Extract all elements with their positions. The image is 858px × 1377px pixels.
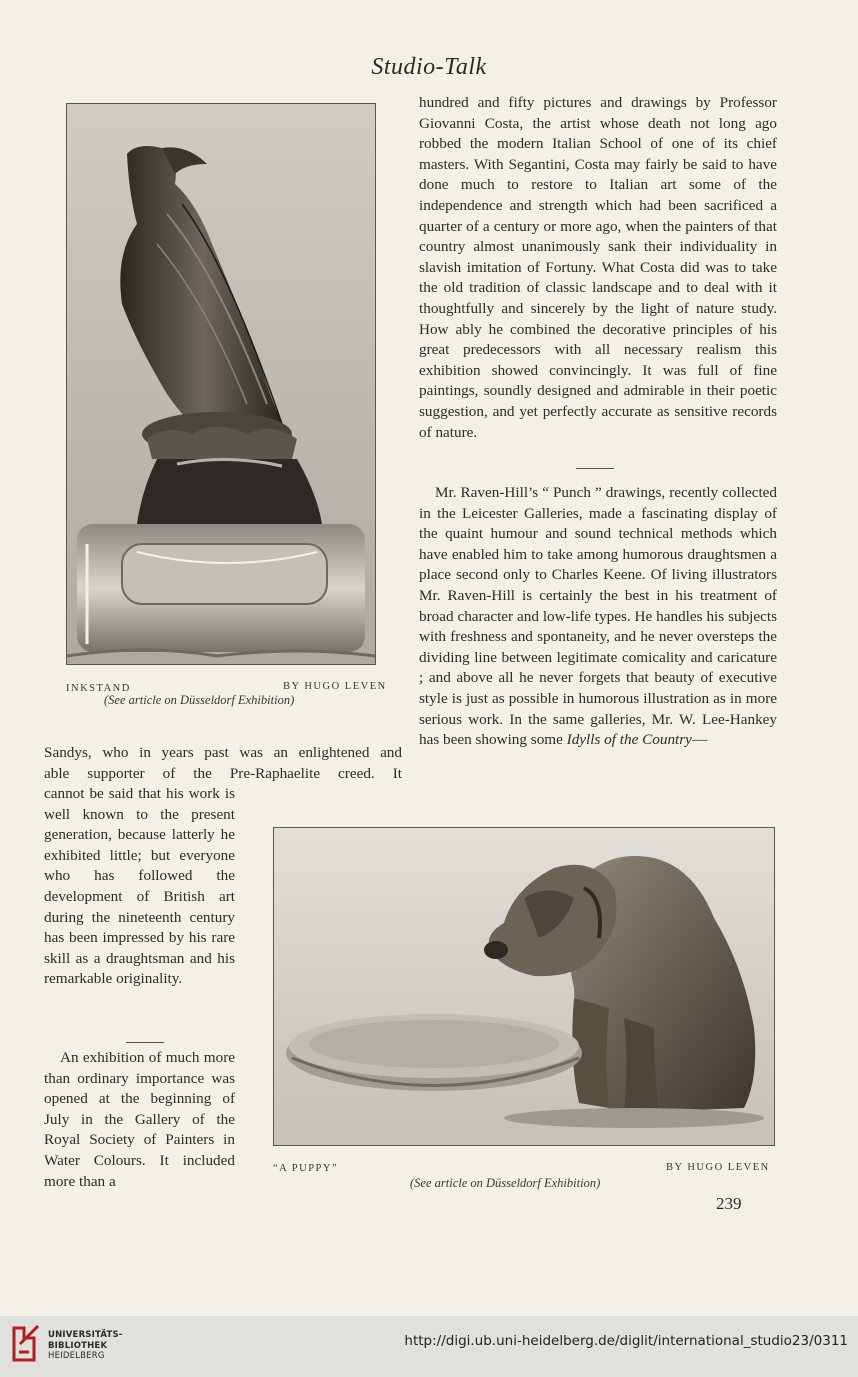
right-para2-start: Mr. Raven-Hill’s “ Punch ” drawings, recently collected in the Leicester Galleries, made a fascinating display of the quaint humour and sound technical methods which have enabled him to take among humorous draughtsmen a place second only to Charles Keene. Of living illustrators Mr. Raven-Hill is certainly the best in his treatment of broad character and low-life types. He handles his subjects with freshness and spontaneity, and he never oversteps the dividing line between legitimate comicality and caricature ; and above all he never forgets that beauty of executive style is just as possible in humorous illustration as in more serious work. In the same galleries, Mr. W. Lee-Hankey has been showing some bbox=[419, 484, 777, 749]
section-divider-right bbox=[576, 468, 614, 469]
digital-library-footer bbox=[0, 1316, 858, 1377]
eagle-inkstand-image bbox=[67, 104, 375, 664]
puppy-sculpture-image bbox=[274, 828, 774, 1145]
source-url-link[interactable]: http://digi.ub.uni-heidelberg.de/diglit/international_studio23/0311 bbox=[404, 1333, 848, 1349]
puppy-caption-reference: (See article on Düsseldorf Exhibition) bbox=[410, 1176, 601, 1190]
right-column bbox=[419, 93, 777, 443]
left-column bbox=[44, 743, 402, 784]
library-name-line1: UNIVERSITÄTS- bbox=[48, 1330, 123, 1340]
section-divider-left bbox=[126, 1042, 164, 1043]
puppy-caption-title: “A PUPPY” bbox=[273, 1163, 339, 1174]
library-name-line2: BIBLIOTHEK bbox=[48, 1340, 108, 1351]
left-para1-narrow: cannot be said that his work is well known to the present generation, because latterly he exhibited little; but everyone who has followed the development of British art during the nineteenth century has been impressed by his rare skill as a draughtsman and his remarkable originality. bbox=[44, 785, 235, 988]
left-para2: An exhibition of much more than ordinary importance was opened at the beginning of July in the Gallery of the Royal Society of Painters in Water Colours. It included more than a bbox=[44, 1049, 235, 1190]
page-number: 239 bbox=[716, 1194, 742, 1213]
right-column-2 bbox=[419, 483, 777, 751]
right-para2 bbox=[419, 483, 777, 751]
puppy-caption-credit: BY HUGO LEVEN bbox=[666, 1162, 770, 1173]
library-name-line3: HEIDELBERG bbox=[48, 1351, 105, 1361]
running-head: Studio-Talk bbox=[371, 54, 487, 80]
inkstand-caption-title: INKSTAND bbox=[66, 683, 131, 694]
inkstand-caption-reference: (See article on Düsseldorf Exhibition) bbox=[104, 693, 295, 707]
right-para2-end: — bbox=[691, 731, 708, 749]
puppy-photo bbox=[273, 827, 775, 1146]
right-para2-italic-title: Idylls of the Country bbox=[566, 731, 692, 749]
left-para1-line1: Sandys, who in years past was an enlightened and bbox=[44, 744, 402, 761]
library-logo-icon bbox=[10, 1324, 42, 1368]
left-column-narrow bbox=[44, 784, 235, 990]
inkstand-photo bbox=[66, 103, 376, 665]
library-name bbox=[48, 1330, 123, 1362]
inkstand-caption-credit: BY HUGO LEVEN bbox=[283, 681, 387, 692]
left-column-narrow-2 bbox=[44, 1048, 235, 1192]
left-para1-line2: able supporter of the Pre-Raphaelite creed. It bbox=[44, 764, 402, 782]
right-para1: hundred and fifty pictures and drawings by Professor Giovanni Costa, the artist whose death not long ago robbed the modern Italian School of one of its chief masters. With Segantini, Costa may fairly be said to have done much to restore to Italian art some of the independence and strength which had been sacrificed a quarter of a century or more ago, when the painters of that country almost unanimously sank their individuality in slavish imitation of Fortuny. What Costa did was to take the old tradition of classic landscape and to deal with it thoughtfully and sincerely by the light of nature study. How ably he combined the decorative principles of his great predecessors with all necessary realism this exhibition showed convincingly. It was full of fine paintings, soundly designed and admirable in their poetic suggestion, and yet perfectly accurate as sensitive records of nature. bbox=[419, 94, 777, 441]
